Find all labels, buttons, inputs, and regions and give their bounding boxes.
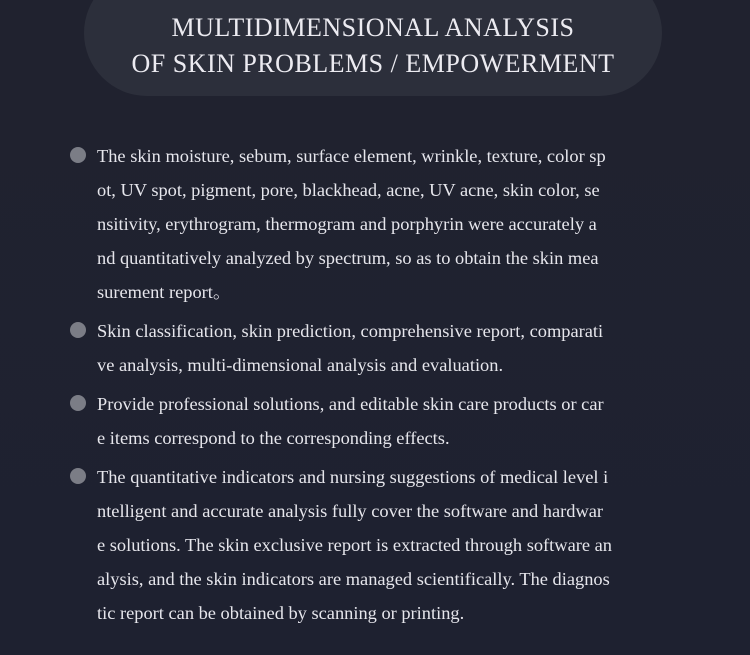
title-line-2: OF SKIN PROBLEMS / EMPOWERMENT [131, 49, 615, 78]
bullet-text-line: nsitivity, erythrogram, thermogram and porphyrin were accurately a [97, 214, 597, 234]
bullet-text-line: e solutions. The skin exclusive report is extracted through software an [97, 535, 612, 555]
bullet-text-line: ot, UV spot, pigment, pore, blackhead, acne, UV acne, skin color, se [97, 180, 600, 200]
bullet-dot-icon [70, 395, 86, 411]
bullet-item-solutions [70, 387, 670, 455]
bullet-text-line: alysis, and the skin indicators are managed scientifically. The diagnos [97, 569, 610, 589]
bullet-text-line: The skin moisture, sebum, surface element, wrinkle, texture, color sp [97, 146, 606, 166]
bullet-text-line: ntelligent and accurate analysis fully cover the software and hardwar [97, 501, 604, 521]
bullet-text-line: nd quantitatively analyzed by spectrum, so as to obtain the skin mea [97, 248, 599, 268]
bullet-text-line: surement report。 [97, 282, 232, 302]
bullet-item-measurement [70, 139, 670, 309]
bullet-text-line: Skin classification, skin prediction, comprehensive report, comparati [97, 321, 604, 341]
bullet-text-line: e items correspond to the corresponding effects. [97, 428, 450, 448]
title-line-1: MULTIDIMENSIONAL ANALYSIS [171, 13, 575, 42]
bullet-item-classification [70, 314, 670, 382]
bullet-dot-icon [70, 468, 86, 484]
title-banner [84, 0, 662, 96]
bullet-dot-icon [70, 147, 86, 163]
bullet-text-line: tic report can be obtained by scanning or printing. [97, 603, 465, 623]
bullet-item-indicators [70, 460, 670, 630]
bullet-dot-icon [70, 322, 86, 338]
bullet-list [70, 139, 670, 630]
bullet-text-line: The quantitative indicators and nursing suggestions of medical level i [97, 467, 609, 487]
bullet-text-line: Provide professional solutions, and editable skin care products or car [97, 394, 604, 414]
bullet-text-line: ve analysis, multi-dimensional analysis and evaluation. [97, 355, 504, 375]
